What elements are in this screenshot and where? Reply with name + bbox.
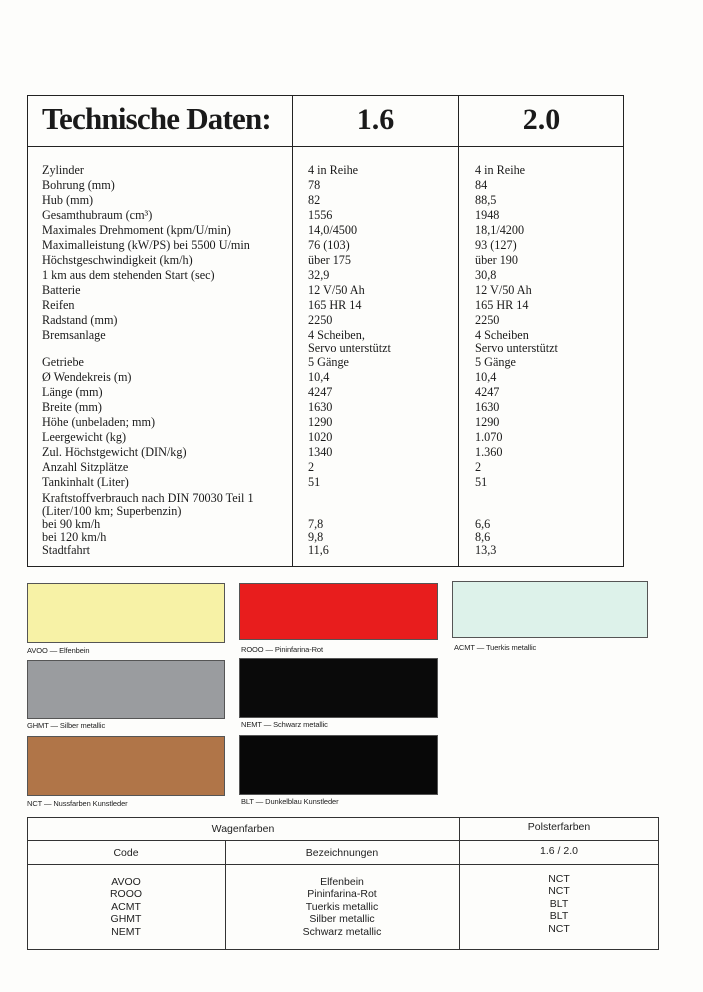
spec-row-label: Länge (mm) — [42, 385, 103, 399]
spec-row-value-1-6: 9,8 — [308, 530, 324, 544]
spec-row-value-1-6: 4 in Reihe — [308, 163, 359, 177]
spec-row-label: Maximalleistung (kW/PS) bei 5500 U/min — [42, 238, 250, 252]
spec-row-value-2-0: 13,3 — [475, 543, 497, 557]
spec-row-value-2-0: 1290 — [475, 415, 500, 429]
spec-column-divider — [458, 95, 459, 567]
spec-row-label: Batterie — [42, 283, 81, 297]
column-header-1-6: 1.6 — [356, 103, 395, 136]
spec-row-value-1-6: 32,9 — [308, 268, 330, 282]
spec-row-value-1-6: 12 V/50 Ah — [308, 283, 365, 297]
spec-title: Technische Daten: — [42, 101, 271, 136]
spec-row-label: bei 120 km/h — [42, 530, 107, 544]
spec-header-divider — [27, 146, 624, 147]
name-item: Silber metallic — [309, 913, 375, 926]
spec-row-value-2-0: 84 — [475, 178, 488, 192]
code-item: GHMT — [110, 913, 142, 926]
spec-row-value-1-6: 165 HR 14 — [308, 298, 362, 312]
spec-row-label: 1 km aus dem stehenden Start (sec) — [42, 268, 215, 282]
spec-row-value-1-6: 51 — [308, 475, 321, 489]
polster-item: BLT — [549, 910, 569, 923]
spec-row-value-1-6: 14,0/4500 — [308, 223, 358, 237]
spec-row-label: Zylinder — [42, 163, 84, 177]
spec-row-value-2-0: 1948 — [475, 208, 500, 222]
spec-row-value-2-0: 2 — [475, 460, 482, 474]
spec-row-label: Höchstgeschwindigkeit (km/h) — [42, 253, 193, 267]
spec-row-value-2-0: 8,6 — [475, 530, 491, 544]
name-item: Tuerkis metallic — [305, 900, 379, 913]
spec-row-value-2-0: 51 — [475, 475, 488, 489]
spec-column-divider — [292, 95, 293, 567]
bezeichnungen-header: Bezeichnungen — [305, 847, 379, 859]
color-swatch-label: NEMT — Schwarz metallic — [241, 720, 328, 729]
spec-row-value-1-6: 76 (103) — [308, 238, 350, 252]
polster-item: NCT — [548, 922, 570, 935]
spec-row-label: Ø Wendekreis (m) — [42, 370, 132, 384]
polster-item: NCT — [548, 873, 570, 885]
spec-row-value-2-0: 93 (127) — [475, 238, 517, 252]
code-item: ACMT — [111, 900, 141, 913]
spec-row-value-1-6: Servo unterstützt — [308, 341, 391, 355]
code-header: Code — [113, 847, 139, 859]
color-swatch-label: BLT — Dunkelblau Kunstleder — [241, 797, 339, 806]
spec-row-value-1-6: 4 Scheiben, — [308, 328, 365, 342]
spec-row-value-1-6: 1630 — [308, 400, 333, 414]
spec-row-label: Leergewicht (kg) — [42, 430, 127, 444]
spec-row-label: Tankinhalt (Liter) — [42, 475, 129, 489]
spec-row-label: (Liter/100 km; Superbenzin) — [42, 504, 182, 518]
polster-item: BLT — [549, 897, 569, 910]
spec-row-value-2-0: 4247 — [475, 385, 500, 399]
color-swatch — [239, 735, 438, 795]
spec-row-label: Bohrung (mm) — [42, 178, 115, 192]
polster-list — [459, 873, 659, 935]
spec-row-label: Anzahl Sitzplätze — [42, 460, 129, 474]
spec-row-value-2-0: 18,1/4200 — [475, 223, 525, 237]
spec-row-value-2-0: 1.070 — [475, 430, 503, 444]
spec-row-label: Höhe (unbeladen; mm) — [42, 415, 156, 429]
code-list — [27, 876, 225, 938]
color-table-divider — [27, 840, 659, 841]
spec-row-label: Breite (mm) — [42, 400, 102, 414]
color-swatch — [239, 658, 438, 718]
spec-row-value-2-0: Servo unterstützt — [475, 341, 558, 355]
spec-row-value-1-6: 2 — [308, 460, 315, 474]
spec-row-label: Radstand (mm) — [42, 313, 118, 327]
color-table-divider — [27, 864, 659, 865]
code-item: NEMT — [111, 925, 141, 938]
spec-row-label: Gesamthubraum (cm³) — [42, 208, 153, 222]
spec-row-value-1-6: 2250 — [308, 313, 333, 327]
color-swatch-label: NCT — Nussfarben Kunstleder — [27, 799, 128, 808]
name-item: Elfenbein — [320, 876, 364, 888]
spec-row-value-1-6: 4247 — [308, 385, 333, 399]
color-swatch — [27, 660, 225, 719]
wagenfarben-header: Wagenfarben — [211, 823, 275, 835]
model-header: 1.6 / 2.0 — [540, 845, 578, 857]
spec-row-label: Kraftstoffverbrauch nach DIN 70030 Teil 1 — [42, 491, 254, 505]
color-swatch — [27, 736, 225, 796]
name-item: Schwarz metallic — [302, 925, 382, 938]
spec-row-label: bei 90 km/h — [42, 517, 101, 531]
spec-row-label: Bremsanlage — [42, 328, 106, 342]
spec-row-label: Reifen — [42, 298, 75, 312]
color-swatch — [239, 583, 438, 640]
spec-row-value-1-6: 10,4 — [308, 370, 330, 384]
spec-row-value-1-6: 5 Gänge — [308, 355, 349, 369]
spec-row-value-2-0: 12 V/50 Ah — [475, 283, 532, 297]
spec-row-value-2-0: 10,4 — [475, 370, 497, 384]
spec-row-label: Maximales Drehmoment (kpm/U/min) — [42, 223, 231, 237]
spec-row-label: Hub (mm) — [42, 193, 94, 207]
spec-row-value-2-0: 1630 — [475, 400, 500, 414]
spec-row-value-2-0: 30,8 — [475, 268, 497, 282]
spec-row-value-2-0: 5 Gänge — [475, 355, 516, 369]
spec-row-value-2-0: 4 in Reihe — [475, 163, 526, 177]
spec-row-label: Getriebe — [42, 355, 84, 369]
code-item: AVOO — [111, 876, 141, 888]
spec-row-value-1-6: 1020 — [308, 430, 333, 444]
color-swatch-label: ROOO — Pininfarina-Rot — [241, 645, 323, 654]
spec-row-value-2-0: 88,5 — [475, 193, 497, 207]
spec-row-value-1-6: über 175 — [308, 253, 351, 267]
spec-row-value-2-0: 4 Scheiben — [475, 328, 529, 342]
spec-row-value-1-6: 1290 — [308, 415, 333, 429]
color-swatch — [27, 583, 225, 643]
spec-row-value-2-0: 6,6 — [475, 517, 491, 531]
spec-row-value-2-0: 2250 — [475, 313, 500, 327]
spec-row-value-2-0: über 190 — [475, 253, 518, 267]
spec-row-value-1-6: 7,8 — [308, 517, 324, 531]
name-item: Pininfarina-Rot — [307, 888, 377, 901]
spec-row-value-1-6: 11,6 — [308, 543, 329, 557]
spec-row-label: Zul. Höchstgewicht (DIN/kg) — [42, 445, 187, 459]
polster-item: NCT — [548, 885, 570, 898]
spec-row-value-1-6: 82 — [308, 193, 321, 207]
color-swatch-label: ACMT — Tuerkis metallic — [454, 643, 537, 652]
spec-row-value-1-6: 78 — [308, 178, 321, 192]
spec-row-label: Stadtfahrt — [42, 543, 91, 557]
spec-row-value-2-0: 165 HR 14 — [475, 298, 529, 312]
spec-row-value-1-6: 1556 — [308, 208, 333, 222]
spec-row-value-1-6: 1340 — [308, 445, 333, 459]
color-swatch — [452, 581, 648, 638]
name-list — [225, 876, 459, 938]
color-swatch-label: GHMT — Silber metallic — [27, 721, 106, 730]
code-item: ROOO — [109, 888, 143, 901]
column-header-2-0: 2.0 — [522, 103, 561, 136]
polsterfarben-header: Polsterfarben — [527, 821, 591, 833]
spec-row-value-2-0: 1.360 — [475, 445, 503, 459]
color-swatch-label: AVOO — Elfenbein — [27, 646, 90, 655]
